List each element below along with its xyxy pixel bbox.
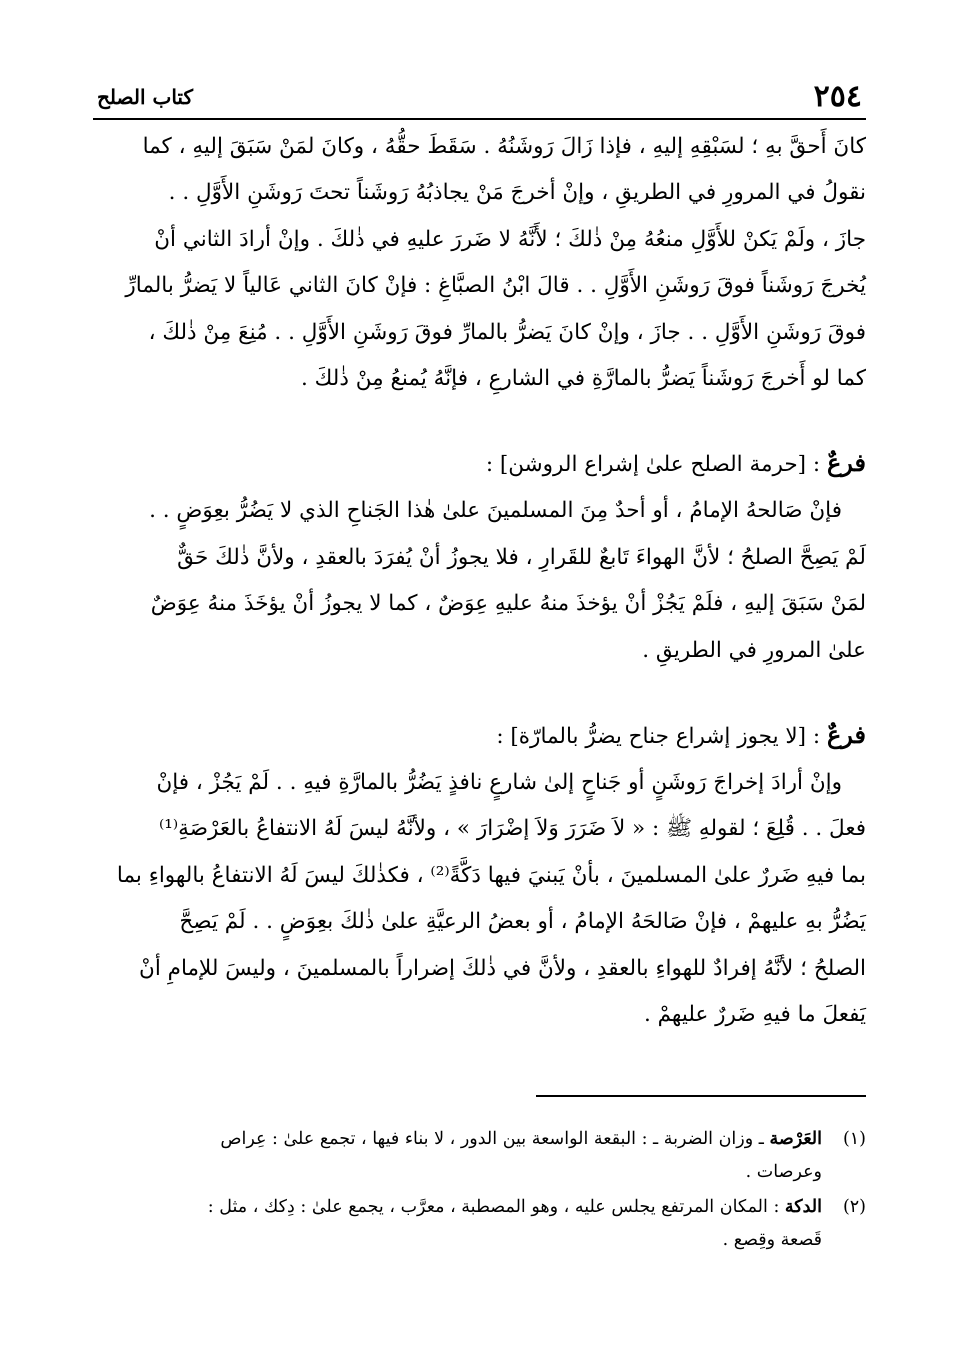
main-text bbox=[93, 124, 866, 1039]
footnote-number: (١) bbox=[842, 1129, 866, 1149]
text-line: يَفعلَ ما فيهِ ضَررٌ عليهمْ . bbox=[643, 1002, 866, 1028]
footnote-body bbox=[93, 1191, 822, 1257]
text-line: فوقَ رَوشَنِ الأَوَّلِ . . جازَ ، وإنْ كانَ يَضرُّ بالمارِّ فوقَ رَوشَنِ الأَوَّلِ . . مُنِعَ مِنْ ذٰلكَ ، bbox=[148, 319, 866, 345]
footnote-2 bbox=[93, 1191, 866, 1257]
text-line: لمَنْ سَبَقَ إليهِ ، فلَمْ يَجُزْ أنْ يؤخذَ منهُ عليهِ عِوَضٌ ، كما لا يجوزُ أنْ يؤخَذَ منهُ عِوَضٌ bbox=[150, 591, 866, 617]
footnote-text: : المكان المرتفع يجلس عليه ، وهو المصطبة ، معرَّب ، يجمع علىٰ : دِكك ، مثل : bbox=[207, 1197, 785, 1217]
footnote-line: قَصعة وقِصع . bbox=[722, 1230, 822, 1250]
section-heading bbox=[93, 712, 866, 760]
section-title: : [لا يجوز إشراع جناح يضرُّ بالمارّة] : bbox=[496, 724, 827, 750]
text-line: جازَ ، ولَمْ يَكنْ للأَوَّلِ منعُهُ مِنْ ذٰلكَ ؛ لأَنَّهُ لا ضَررَ عليهِ في ذٰلكَ . وإنْ أرادَ الثاني أنْ bbox=[154, 226, 866, 252]
footnote-term: العَرْصة bbox=[769, 1129, 822, 1149]
section-label: فرعٌ bbox=[826, 720, 866, 750]
running-title: كتاب الصلح bbox=[97, 85, 193, 109]
text-line: الصلحُ ؛ لأنَّهُ إفرادٌ للهواءِ بالعقدِ ، ولأنَّ في ذٰلكَ إضراراً بالمسلمينَ ، وليسَ للإمامِ أنْ bbox=[139, 955, 866, 981]
text-line: كانَ أَحقَّ بهِ ؛ لسَبْقِهِ إليهِ ، فإذا زَالَ رَوشَنُهُ . سَقَطَ حقُّهُ ، وكانَ لمَنْ سَبَقَ إليهِ ، كما bbox=[142, 134, 866, 159]
text-line: وإنْ أرادَ إخراجَ رَوشَنٍ أو جَناحٍ إلىٰ شارعٍ نافذٍ يَضُرُّ بالمارَّةِ فيهِ . . لَمْ يَجُزْ ، فإنْ bbox=[156, 770, 842, 796]
section-salh-prohibition bbox=[93, 440, 866, 674]
text-line: فعلَ . . قُلِعَ ؛ لقولهِ ﷺ : « لاَ ضَرَرَ وَلاَ إضْرَارَ » ، ولأنَّهُ ليسَ لَهُ الانتفاعُ بالعَرْصَةِ⁽¹⁾ bbox=[159, 816, 866, 842]
section-label: فرعٌ bbox=[826, 448, 866, 478]
footnote-separator bbox=[536, 1095, 866, 1097]
text-line: بما فيهِ ضَررٌ علىٰ المسلمينَ ، بأنْ يَبنيَ فيها دَكَّةً⁽²⁾ ، فكذٰلكَ ليسَ لَهُ الانتفاعُ بالهواءِ بما bbox=[116, 862, 866, 888]
footnote-line: وعرصات . bbox=[745, 1162, 822, 1182]
text-line: فإنْ صَالحهُ الإمامُ ، أو أحدٌ مِنَ المسلمينَ علىٰ هٰذا الجَناحِ الذي لا يَضُرُّ بعِوَضٍ . . bbox=[149, 498, 842, 524]
text-line: نقولُ في المرورِ في الطريقِ ، وإنْ أخرجَ مَنْ يجاذبُهُ رَوشَناً تحتَ رَوشَنِ الأَوَّلِ . . bbox=[168, 180, 866, 206]
text-line: كما لو أَخرجَ رَوشَناً يَضرُّ بالمارَّةِ في الشارعِ ، فإنَّهُ يُمنعُ مِنْ ذٰلكَ . bbox=[301, 366, 866, 392]
text-line: يُخرجَ رَوشَناً فوقَ رَوشَنِ الأَوَّلِ . . قالَ ابْنُ الصبَّاغِ : فإنْ كانَ الثاني عَالياً لا يَضرُّ بالمارِّ bbox=[125, 273, 866, 299]
section-title: : [حرمة الصلح علىٰ إشراع الروشن] : bbox=[485, 452, 827, 478]
text-line: لَمْ يَصِحَّ الصلحُ ؛ لأنَّ الهواءَ تَابعٌ للقَرارِ ، فلا يجوزُ أنْ يُفرَدَ بالعقدِ ، ولأنَّ ذٰلكَ حَقٌّ bbox=[177, 544, 866, 570]
footnote-term: الدكة bbox=[784, 1197, 822, 1217]
section-harmful-wing bbox=[93, 712, 866, 1038]
footnote-text: ـ وزان الضربة ـ : البقعة الواسعة بين الدور ، لا بناء فيها ، تجمع علىٰ : عِراص bbox=[220, 1129, 770, 1149]
footnotes bbox=[93, 1123, 866, 1259]
text-line: علىٰ المرورِ في الطريقِ . bbox=[642, 637, 866, 663]
footnote-number: (٢) bbox=[842, 1197, 866, 1217]
footnote-1 bbox=[93, 1123, 866, 1189]
footnote-body bbox=[93, 1123, 822, 1189]
footnote-line bbox=[93, 1123, 822, 1156]
text-line: يَضُرُّ بهِ عليهمْ ، فإنْ صَالحَهُ الإمامُ ، أو بعضُ الرعيَّةِ علىٰ ذٰلكَ بعِوَضٍ . . لَمْ يَصِحَّ bbox=[179, 909, 866, 935]
footnote-line bbox=[93, 1191, 822, 1224]
section-heading bbox=[93, 440, 866, 488]
header-rule bbox=[93, 118, 866, 120]
page-header bbox=[95, 78, 864, 116]
intro-paragraph bbox=[93, 124, 866, 402]
page-number: ٢٥٤ bbox=[813, 79, 862, 114]
